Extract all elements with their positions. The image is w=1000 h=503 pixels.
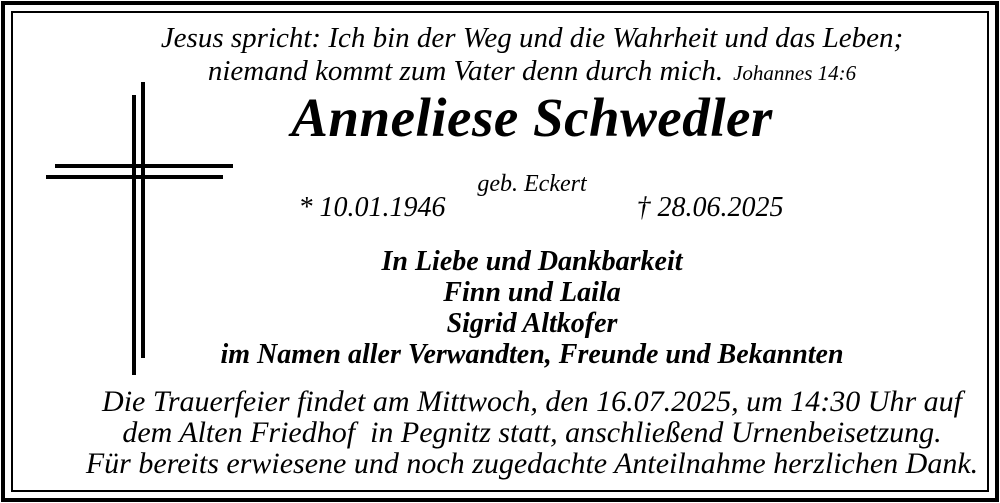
mourners-line-3: Sigrid Altkofer bbox=[446, 308, 618, 339]
verse-reference: Johannes 14:6 bbox=[733, 61, 857, 85]
funeral-line-2: dem Alten Friedhof in Pegnitz statt, anschließend Urnenbeisetzung. bbox=[122, 416, 942, 449]
birth-date: * 10.01.1946 bbox=[298, 192, 446, 223]
verse-line-1: Jesus spricht: Ich bin der Weg und die Wahrheit und das Leben; bbox=[160, 22, 904, 54]
bible-verse bbox=[80, 22, 984, 90]
death-date: † 28.06.2025 bbox=[636, 192, 784, 223]
verse-text: niemand kommt zum Vater denn durch mich. bbox=[207, 55, 724, 87]
cross-horizontal-bar-top bbox=[55, 164, 233, 168]
funeral-line-1: Die Trauerfeier findet am Mittwoch, den 16.07.2025, um 14:30 Uhr auf bbox=[102, 385, 962, 418]
mourners-line-2: Finn und Laila bbox=[443, 277, 621, 308]
verse-line-2 bbox=[80, 55, 984, 90]
mourners-line-4: im Namen aller Verwandten, Freunde und Bekannten bbox=[220, 339, 844, 370]
funeral-line-3: Für bereits erwiesene und noch zugedachte Anteilnahme herzlichen Dank. bbox=[85, 447, 979, 480]
funeral-details bbox=[80, 386, 984, 479]
deceased-name: Anneliese Schwedler bbox=[291, 87, 773, 148]
mourners-line-1: In Liebe und Dankbarkeit bbox=[381, 246, 683, 277]
life-dates bbox=[80, 192, 984, 226]
maiden-name: geb. Eckert bbox=[477, 171, 587, 197]
mourners-block bbox=[80, 246, 984, 370]
